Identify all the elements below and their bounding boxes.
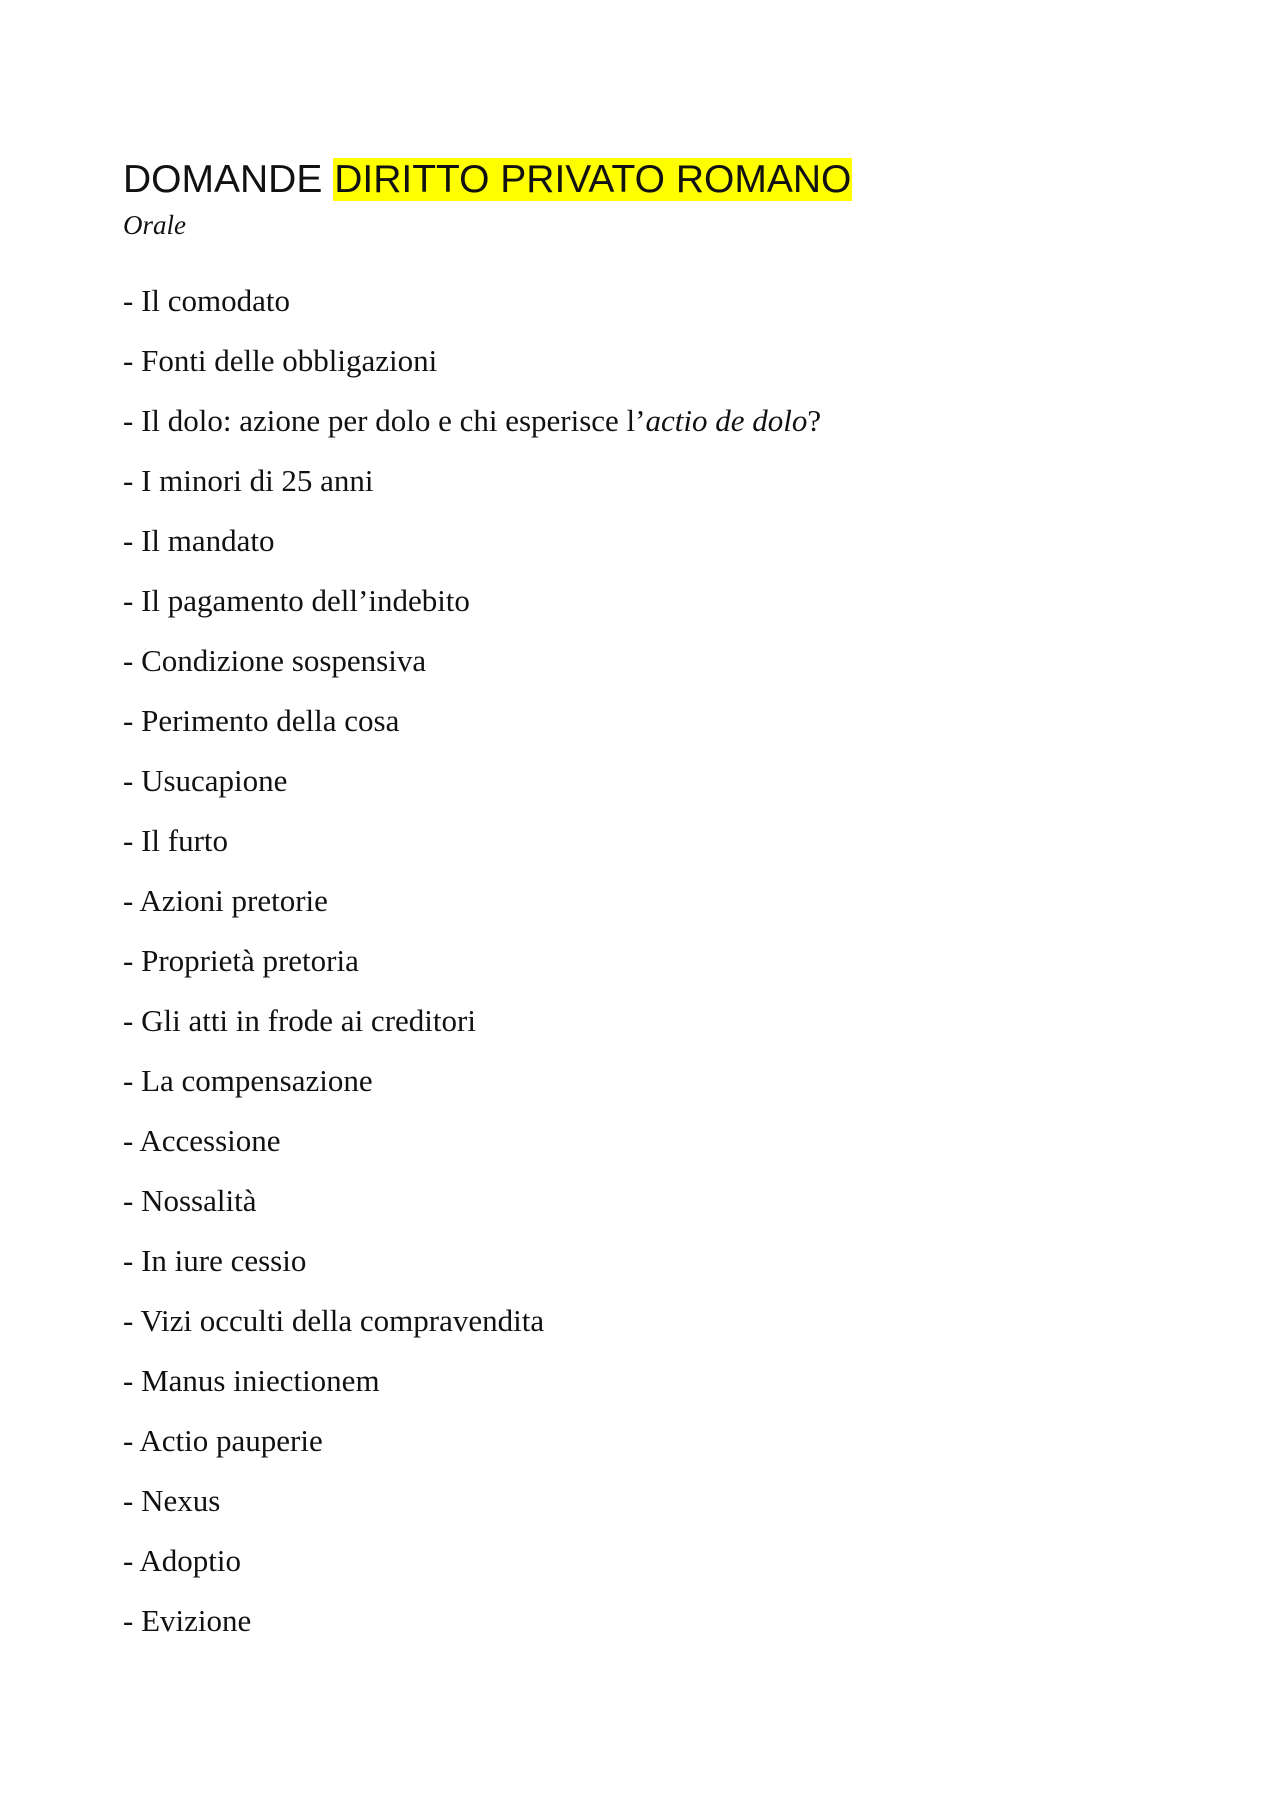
- list-bullet: -: [123, 643, 142, 678]
- list-item: [123, 1601, 821, 1641]
- list-bullet: -: [123, 943, 142, 978]
- list-bullet: -: [123, 763, 142, 798]
- question-text: Perimento della cosa: [141, 703, 400, 738]
- question-text: Il comodato: [141, 283, 291, 318]
- list-bullet: -: [123, 1603, 142, 1638]
- list-bullet: -: [123, 403, 142, 438]
- question-text: I minori di 25 anni: [141, 463, 374, 498]
- list-bullet: -: [123, 1123, 140, 1158]
- list-item: [123, 1301, 821, 1341]
- list-item: [123, 461, 821, 501]
- list-bullet: -: [123, 463, 142, 498]
- list-bullet: -: [123, 343, 142, 378]
- question-list: [123, 281, 821, 1661]
- list-bullet: -: [123, 1423, 140, 1458]
- question-text: Il pagamento dell’indebito: [141, 583, 470, 618]
- list-item: [123, 1541, 821, 1581]
- list-item: [123, 1001, 821, 1041]
- list-bullet: -: [123, 883, 140, 918]
- question-trailing-text: ?: [807, 403, 822, 438]
- question-text: Nexus: [141, 1483, 221, 1518]
- question-italic-text: actio de dolo: [645, 403, 808, 438]
- question-text: Gli atti in frode ai creditori: [141, 1003, 476, 1038]
- list-bullet: -: [123, 1483, 142, 1518]
- list-item: [123, 1421, 821, 1461]
- title-highlight: DIRITTO PRIVATO ROMANO: [334, 158, 852, 201]
- list-bullet: -: [123, 283, 142, 318]
- list-bullet: -: [123, 1243, 142, 1278]
- list-item: [123, 281, 821, 321]
- list-item: [123, 1181, 821, 1221]
- list-item: [123, 581, 821, 621]
- question-text: Il furto: [141, 823, 229, 858]
- list-bullet: -: [123, 1063, 142, 1098]
- list-bullet: -: [123, 583, 142, 618]
- list-item: [123, 641, 821, 681]
- list-bullet: -: [123, 1183, 142, 1218]
- list-bullet: -: [123, 823, 142, 858]
- question-text: Condizione sospensiva: [141, 643, 427, 678]
- title-plain: DOMANDE: [123, 158, 334, 201]
- question-text: La compensazione: [141, 1063, 373, 1098]
- question-text: Adoptio: [139, 1543, 241, 1578]
- list-item: [123, 1481, 821, 1521]
- list-bullet: -: [123, 1003, 142, 1038]
- question-text: Azioni pretorie: [139, 883, 328, 918]
- list-bullet: -: [123, 703, 142, 738]
- list-bullet: -: [123, 523, 142, 558]
- question-text: Vizi occulti della compravendita: [140, 1303, 545, 1338]
- question-text: Proprietà pretoria: [141, 943, 359, 978]
- question-text: Nossalità: [141, 1183, 257, 1218]
- list-item: [123, 1361, 821, 1401]
- list-item: [123, 941, 821, 981]
- question-text: Il dolo: azione per dolo e chi esperisce l’: [141, 403, 646, 438]
- list-item: [123, 761, 821, 801]
- list-bullet: -: [123, 1303, 141, 1338]
- list-item: [123, 341, 821, 381]
- list-bullet: -: [123, 1543, 140, 1578]
- list-item: [123, 401, 821, 441]
- question-text: Usucapione: [141, 763, 288, 798]
- question-text: Fonti delle obbligazioni: [141, 343, 438, 378]
- list-bullet: -: [123, 1363, 142, 1398]
- list-item: [123, 1121, 821, 1161]
- question-text: In iure cessio: [141, 1243, 307, 1278]
- list-item: [123, 1241, 821, 1281]
- question-text: Actio pauperie: [139, 1423, 323, 1458]
- question-text: Il mandato: [141, 523, 275, 558]
- list-item: [123, 1061, 821, 1101]
- document-subtitle: Orale: [123, 210, 186, 240]
- question-text: Manus iniectionem: [141, 1363, 380, 1398]
- list-item: [123, 821, 821, 861]
- list-item: [123, 881, 821, 921]
- question-text: Accessione: [139, 1123, 281, 1158]
- list-item: [123, 521, 821, 561]
- document-title: [123, 150, 852, 210]
- list-item: [123, 701, 821, 741]
- question-text: Evizione: [141, 1603, 252, 1638]
